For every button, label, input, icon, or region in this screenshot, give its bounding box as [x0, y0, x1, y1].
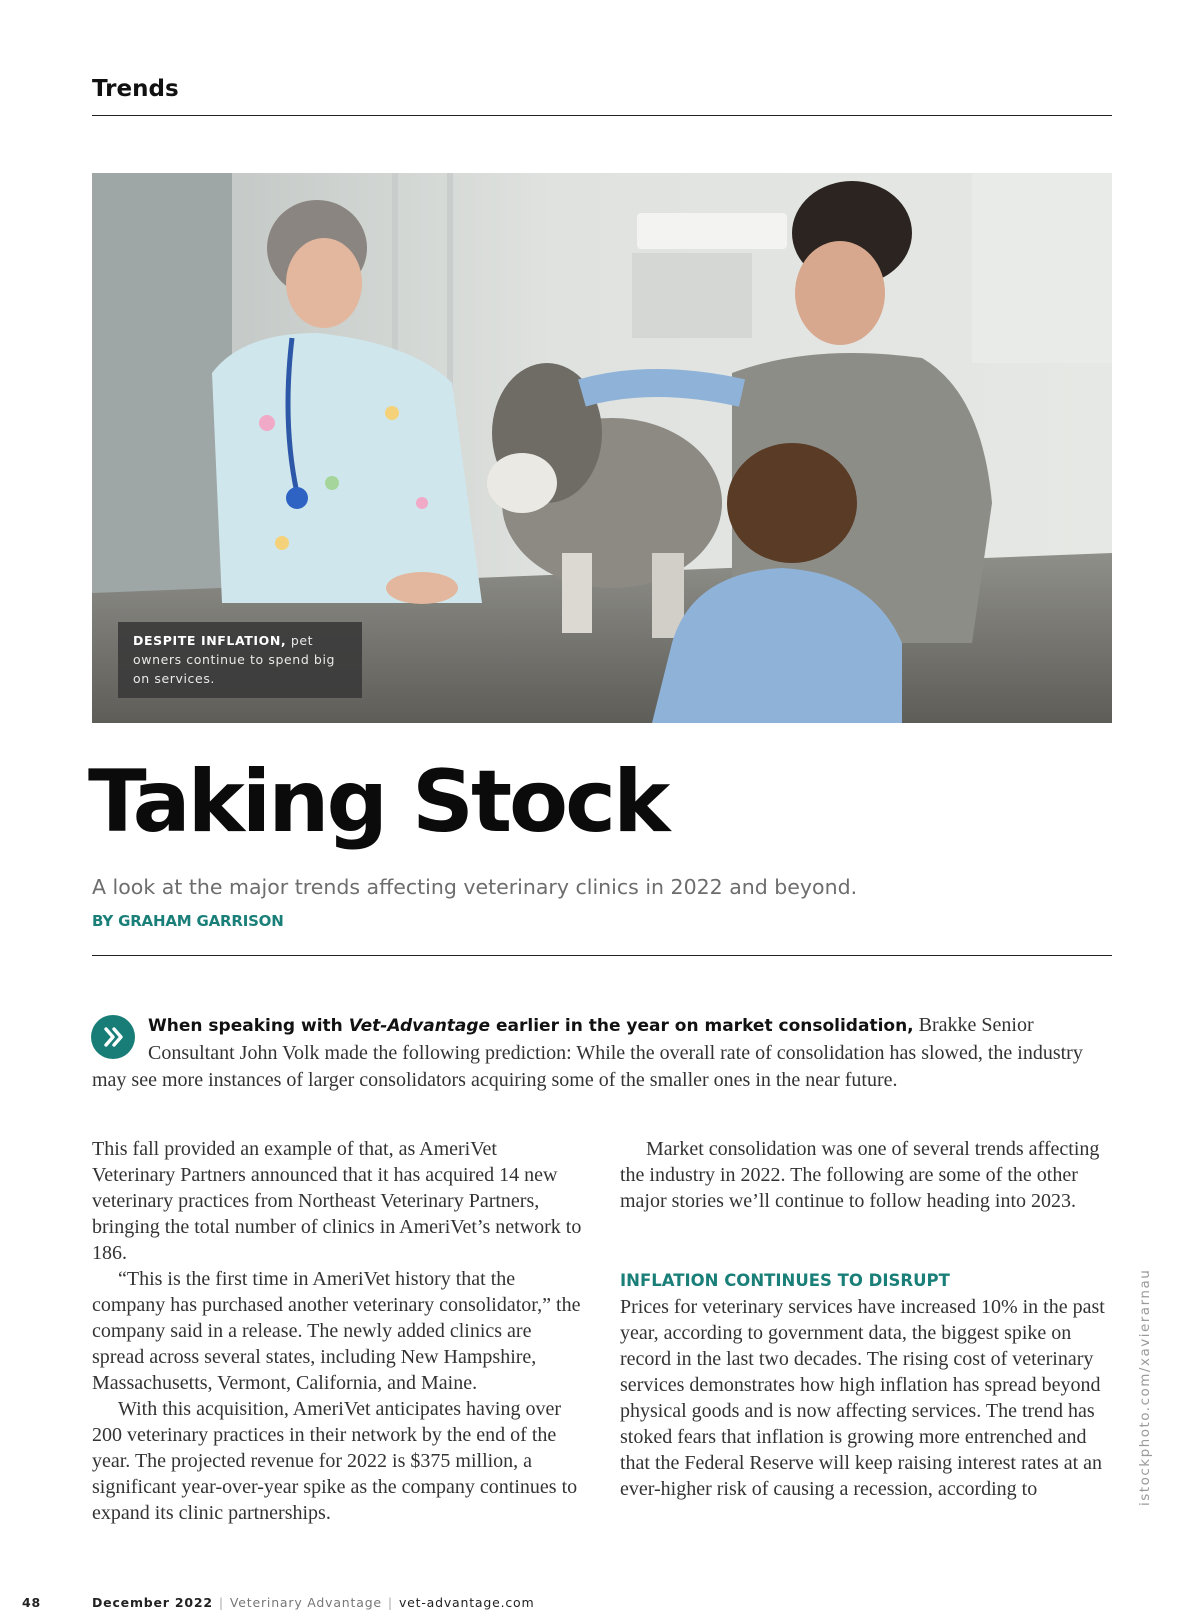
- left-paragraph-3: With this acquisition, AmeriVet anticipates having over 200 veterinary practices in their network by the end of the year. The projected revenue for 2022 is $375 million, a significant year-over-year spike as the company continues to expand its clinic partnerships.: [92, 1398, 578, 1524]
- publication-name: Veterinary Advantage: [229, 1595, 382, 1610]
- right-body: Prices for veterinary services have increased 10% in the past year, according to government data, the biggest spike on record in the last two decades. The rising cost of veterinary services demonstrates how high inflation has spread beyond physical goods and is now affecting services. The trend has stoked fears that inflation is growing more entrenched and that the Federal Reserve will keep raising interest rates at an ever-higher risk of causing a recession, according to: [620, 1296, 1105, 1500]
- lead-bold-italic: Vet-Advantage: [348, 1016, 491, 1036]
- photo-caption: [118, 622, 362, 698]
- footer-separator-1: |: [218, 1595, 224, 1610]
- lead-bold-1: When speaking with: [148, 1016, 349, 1036]
- page-number: 48: [22, 1595, 41, 1610]
- page-footer: [22, 1595, 534, 1610]
- caption-bold: DESPITE INFLATION,: [133, 633, 287, 648]
- left-paragraph-1: This fall provided an example of that, as AmeriVet Veterinary Partners announced that it has acquired 14 new veterinary practices from Northeast Veterinary Partners, bringing the total number of clinics in AmeriVet’s network to 186.: [92, 1138, 582, 1264]
- photo-credit: istockphoto.com/xavierarnau: [1137, 1268, 1153, 1506]
- right-intro: Market consolidation was one of several trends affecting the industry in 2022. The following are some of the other major stories we’ll continue to follow heading into 2023.: [620, 1138, 1100, 1212]
- footer-separator-2: |: [387, 1595, 393, 1610]
- section-label: Trends: [92, 76, 179, 102]
- lead-bold-2: earlier in the year on market consolidation,: [490, 1016, 914, 1036]
- top-rule: [92, 115, 1112, 116]
- right-column: [620, 1136, 1110, 1502]
- lead-bold-intro: [148, 1016, 914, 1036]
- lead-icon-spacer: [92, 1012, 148, 1062]
- lead-paragraph: [92, 1012, 1102, 1094]
- lead-text: Brakke Senior Consultant John Volk made the following prediction: While the overall rate of consolidation has slowed, the industry may see more instances of larger consolidators acquiring some of the smaller ones in the near future.: [92, 1014, 1083, 1091]
- caption-text: pet owners continue to spend big on services.: [133, 633, 336, 686]
- byline-rule: [92, 955, 1112, 956]
- article-dek: A look at the major trends affecting veterinary clinics in 2022 and beyond.: [92, 875, 858, 899]
- left-column: [92, 1136, 582, 1526]
- issue-date: December 2022: [92, 1595, 213, 1610]
- left-paragraph-2: “This is the first time in AmeriVet history that the company has purchased another veterinary consolidator,” the company said in a release. The newly added clinics are spread across several states, including New Hampshire, Massachusetts, Vermont, California, and Maine.: [92, 1268, 581, 1394]
- article-title: Taking Stock: [88, 752, 668, 852]
- byline: BY GRAHAM GARRISON: [92, 912, 284, 930]
- website-link[interactable]: vet-advantage.com: [398, 1595, 535, 1610]
- hero-photo: [92, 173, 1112, 723]
- subhead-inflation: INFLATION CONTINUES TO DISRUPT: [620, 1271, 950, 1290]
